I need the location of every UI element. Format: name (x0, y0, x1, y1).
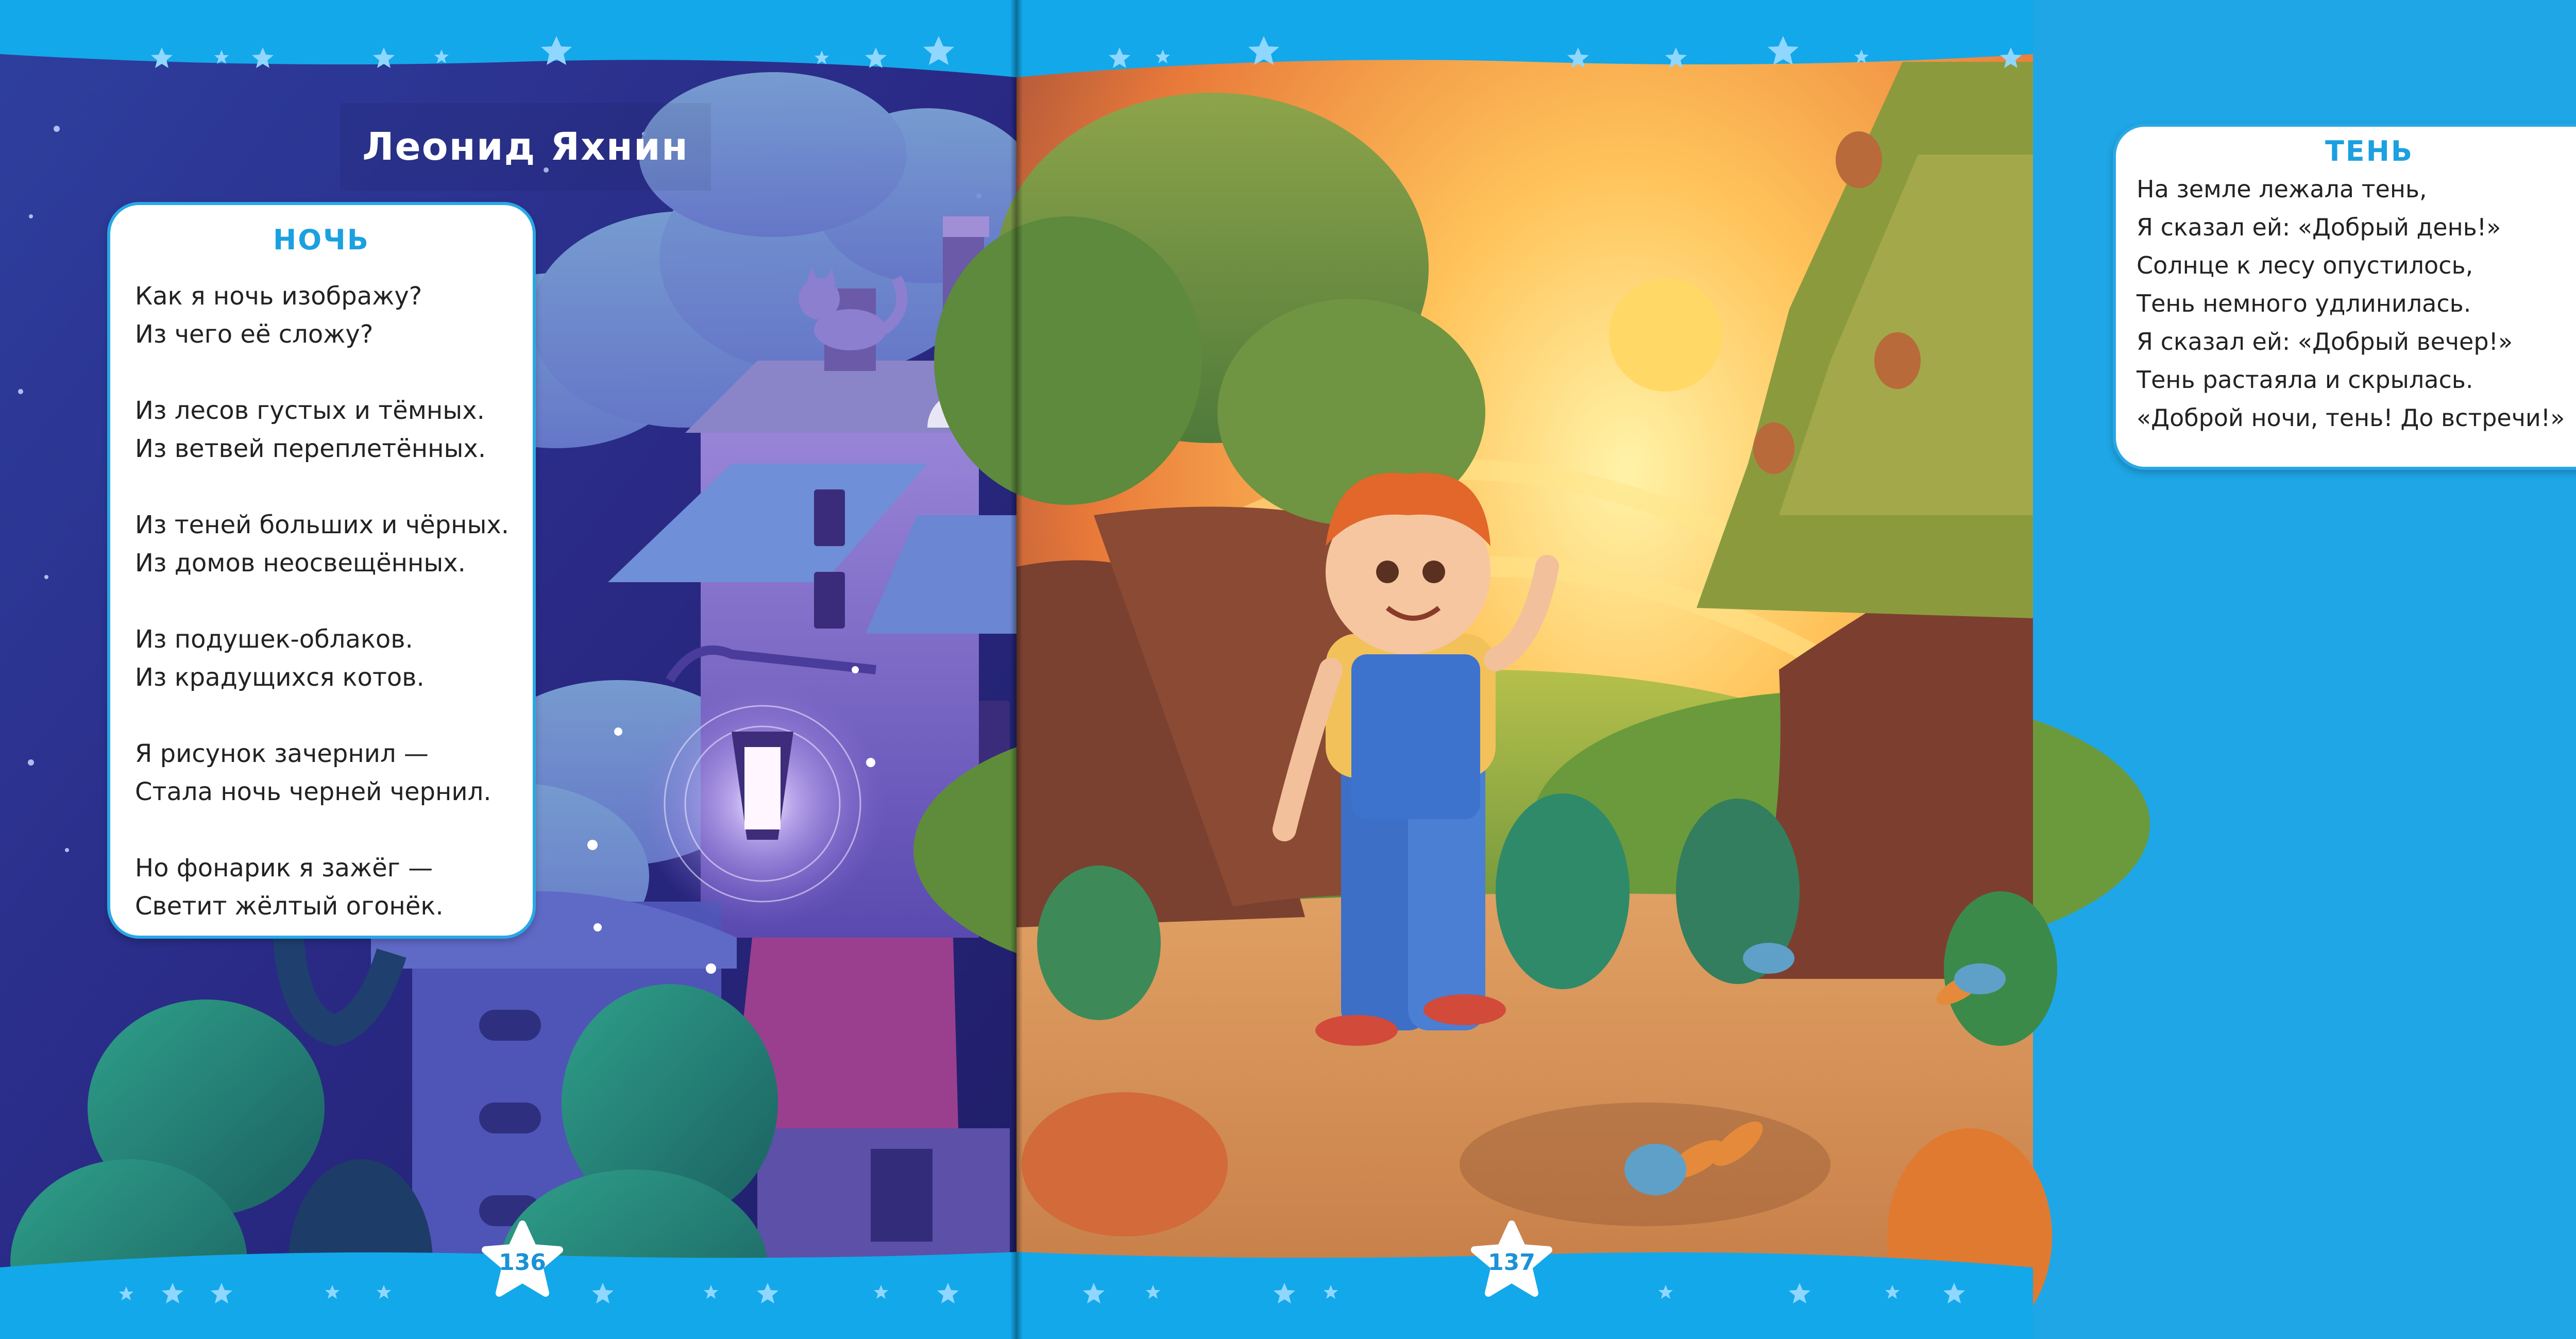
poem-line: На земле лежала тень, (2137, 175, 2427, 203)
poem-line: «Доброй ночи, тень! До встречи!» (2137, 404, 2565, 432)
poem-stanza (110, 392, 533, 468)
right-page (1016, 0, 2565, 1339)
poem-stanza (2116, 170, 2576, 437)
poem-line: Я рисунок зачернил — (135, 739, 429, 768)
poem-line: Я сказал ей: «Добрый день!» (2137, 213, 2501, 241)
page-number: 136 (499, 1249, 546, 1276)
poem-line: Из чего её сложу? (135, 320, 374, 349)
poem-line: Стала ночь черней чернил. (135, 777, 492, 806)
top-star-band (0, 0, 1016, 77)
poem-line: Из теней больших и чёрных. (135, 511, 510, 539)
poem-line: Из ветвей переплетённых. (135, 434, 486, 463)
poem-line: Из крадущихся котов. (135, 663, 425, 692)
author-name: Леонид Яхнин (340, 103, 711, 191)
page-number-badge (481, 1221, 564, 1303)
sunset-illustration (1016, 0, 2033, 1339)
poem-stanza (110, 849, 533, 925)
poem-title: НОЧЬ (273, 224, 370, 256)
book-gutter (1010, 0, 1023, 1339)
top-star-band (1016, 0, 2033, 77)
poem-stanza (110, 506, 533, 582)
poem-line: Я сказал ей: «Добрый вечер!» (2137, 328, 2513, 355)
poem-stanza (110, 735, 533, 811)
poem-line: Из домов неосвещённых. (135, 549, 466, 578)
poem-line: Тень немного удлинилась. (2137, 290, 2471, 317)
poem-line: Но фонарик я зажёг — (135, 854, 433, 883)
poem-line: Из лесов густых и тёмных. (135, 396, 485, 425)
poem-line: Как я ночь изображу? (135, 282, 422, 311)
poem-line: Тень растаяла и скрылась. (2137, 366, 2473, 394)
poem-card-shadow (2113, 124, 2576, 470)
poem-line: Солнце к лесу опустилось, (2137, 251, 2473, 279)
poem-line: Из подушек-облаков. (135, 625, 413, 654)
poem-line: Светит жёлтый огонёк. (135, 892, 444, 921)
page-number-badge (1470, 1221, 1553, 1303)
left-page (0, 0, 1016, 1339)
poem-stanza (110, 620, 533, 697)
page-number: 137 (1488, 1249, 1535, 1276)
poem-title: ТЕНЬ (2325, 135, 2414, 167)
poem-card-night (107, 202, 536, 939)
poem-stanza (110, 277, 533, 353)
